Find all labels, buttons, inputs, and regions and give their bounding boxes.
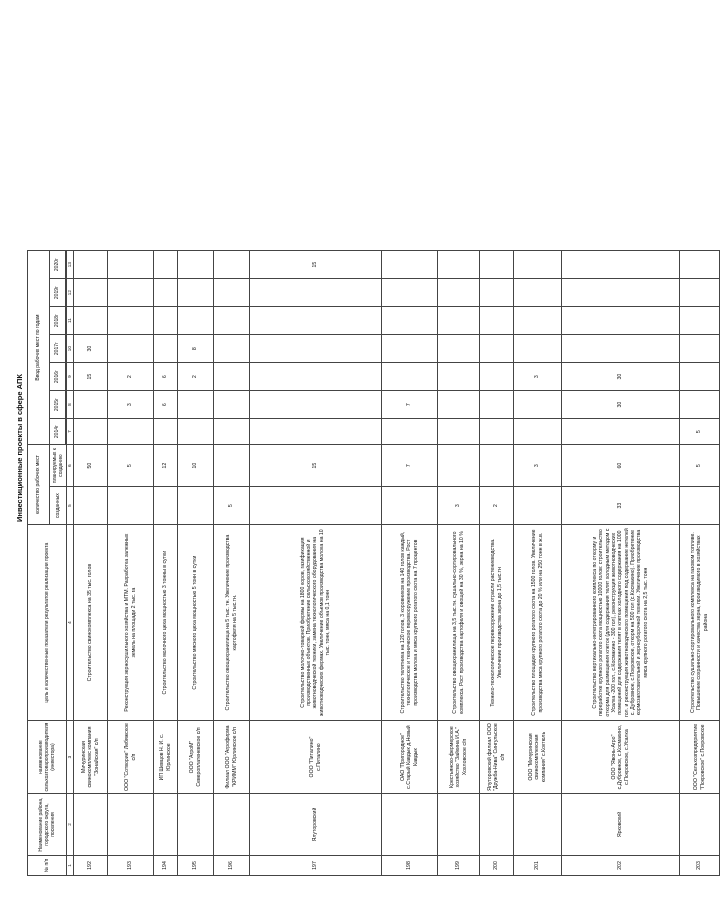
cell-year xyxy=(214,251,250,279)
cell-year xyxy=(250,419,382,445)
cell-year xyxy=(74,307,108,335)
header-num: № п/п xyxy=(28,856,67,876)
cell-year: 5 xyxy=(680,419,720,445)
cell-year xyxy=(108,307,154,335)
cell-num: 201 xyxy=(514,856,562,876)
cell-year xyxy=(382,363,438,391)
cell-year xyxy=(514,391,562,419)
cell-year xyxy=(214,335,250,363)
table-row xyxy=(178,251,214,876)
table-row xyxy=(214,251,250,876)
cell-year xyxy=(480,251,514,279)
header-year: 2017г xyxy=(50,335,66,363)
cell-org: ООО "Сотворие" Лебяжское с/п xyxy=(108,721,154,794)
cell-year xyxy=(74,251,108,279)
cell-planned xyxy=(438,445,480,487)
cell-num: 200 xyxy=(480,856,514,876)
cell-year xyxy=(74,391,108,419)
col-number: 9 xyxy=(67,363,74,391)
cell-year xyxy=(250,279,382,307)
cell-district xyxy=(178,794,214,856)
header-year: 2016г xyxy=(50,363,66,391)
cell-year: 8 xyxy=(178,335,214,363)
cell-year: 2 xyxy=(178,363,214,391)
cell-year xyxy=(108,419,154,445)
cell-year xyxy=(214,363,250,391)
table-row xyxy=(250,251,382,876)
cell-created xyxy=(178,487,214,525)
header-district: Наименование района, городского округа, поселения xyxy=(28,794,67,856)
cell-goal: Технико-технологическое перевооружение отрасли растениеводства. Увеличение производства зерна до 1,5 тыс.тн xyxy=(480,525,514,721)
cell-year xyxy=(108,279,154,307)
cell-planned: 5 xyxy=(680,445,720,487)
header-planned: планируемых к созданию xyxy=(50,445,67,487)
cell-year xyxy=(382,279,438,307)
cell-created: 3 xyxy=(438,487,480,525)
header-jobs-group: количество рабочих мест xyxy=(28,445,50,525)
table-row xyxy=(154,251,178,876)
cell-year xyxy=(154,419,178,445)
cell-year xyxy=(480,307,514,335)
table-row xyxy=(680,251,720,876)
cell-year xyxy=(250,335,382,363)
cell-year xyxy=(562,335,680,363)
cell-year xyxy=(154,307,178,335)
cell-org: ИП Шевцов Н. И. с. Юрлинское xyxy=(154,721,178,794)
cell-goal: Строительство сушильно-сортировального комплекса на газовом топливе. Повышение сохранности и качества зерна, производимого в хозяйствах района xyxy=(680,525,720,721)
cell-district xyxy=(480,794,514,856)
cell-year xyxy=(480,363,514,391)
header-year: 2018г xyxy=(50,307,66,335)
cell-planned: 5 xyxy=(108,445,154,487)
cell-district xyxy=(438,794,480,856)
cell-num: 193 xyxy=(108,856,154,876)
cell-year xyxy=(514,251,562,279)
cell-district: Ялуторовский xyxy=(250,794,382,856)
cell-num: 198 xyxy=(382,856,438,876)
cell-org: ООО "Сельхозпредприятие "Покровское" с.Покровское xyxy=(680,721,720,794)
cell-org: ООО "Питалино" с.Питалино xyxy=(250,721,382,794)
cell-year xyxy=(382,335,438,363)
header-org: наименование сельхозтоваропроизводителя (инвестора) xyxy=(28,721,67,794)
table-row xyxy=(438,251,480,876)
cell-created xyxy=(74,487,108,525)
col-number: 3 xyxy=(67,721,74,794)
cell-planned: 10 xyxy=(178,445,214,487)
cell-year xyxy=(514,307,562,335)
cell-year xyxy=(562,279,680,307)
cell-goal: Строительство овощехранилища на 3,5 тыс.тн. сушально-сортировального комплекса. Рост производства картофеля и овощей на 30 %, зерна на 10 % xyxy=(438,525,480,721)
col-number: 2 xyxy=(67,794,74,856)
cell-year xyxy=(480,335,514,363)
cell-district: Ярковский xyxy=(562,794,680,856)
cell-district xyxy=(154,794,178,856)
cell-year xyxy=(680,307,720,335)
cell-goal: Строительство вертикально-интегрированного комплекса по откорму и переработке крупного рогатого скота мощностью 10000 голов: строительство откорма для размещения клеток (для содержания телят холодным методом с Усалка -200 гол., с.Космакино - 300 гол), реконструкция животноводческих помещений для содержания телят в клетках холодного содержания на 1000 гол. и реконструкция животноводческого помещения под содержание нетелей с. Дубровное, с.Покровское, откорм на 500 гол (с.Космакино). Приобретение кормозаготовительной и зерноуборочной техники. Увеличение производства мяса крупного рогатого скота на 2,5 тыс. тонн xyxy=(562,525,680,721)
cell-goal: Строительство молочно-товарной фермы на 1800 коров, газификация производственных объектов. Приобретение сельскохозяйственной и животноводческой техники, замена технологического оборудования на животноводческих фермах. Увеличение объемов производства молока на 10 тыс. тонн, мяса на 0,1 тонн xyxy=(250,525,382,721)
cell-org: Филиал ООО "Агрофирма "КРИММ" Юрлинское с/п xyxy=(214,721,250,794)
cell-goal: Реконструкция зерносушильного хозяйства и МТМ. Разработка залежных земель на площади 2 тыс. га xyxy=(108,525,154,721)
cell-org: ОАО "Пригородное" с.Старый Кавдык д.Новый Кавдык xyxy=(382,721,438,794)
cell-year xyxy=(562,419,680,445)
cell-year xyxy=(178,419,214,445)
cell-planned: 15 xyxy=(250,445,382,487)
table-header xyxy=(28,251,74,876)
cell-year xyxy=(438,391,480,419)
cell-year xyxy=(514,279,562,307)
cell-year: 7 xyxy=(382,391,438,419)
column-number-row xyxy=(67,251,74,876)
table-body xyxy=(74,251,720,876)
cell-year: 15 xyxy=(250,251,382,279)
cell-year xyxy=(438,335,480,363)
cell-org: ООО "АгроМ" Североплатеневское с/п xyxy=(178,721,214,794)
col-number: 8 xyxy=(67,391,74,419)
header-year: 2014г xyxy=(50,419,66,445)
cell-year xyxy=(680,363,720,391)
cell-year: 30 xyxy=(562,391,680,419)
header-year: 2020г xyxy=(50,251,66,279)
rotated-document-page xyxy=(14,20,709,876)
cell-goal: Строительство площадки крупного рогатого скота на 1500 голов. Увеличение производства мяса крупного рогатого скота до 20 % или на 250 тонн в ж.в. xyxy=(514,525,562,721)
cell-org: ООО "Мичуринская свинокомплексная компания" с.Коктюль xyxy=(514,721,562,794)
col-number: 5 xyxy=(67,487,74,525)
cell-year xyxy=(680,391,720,419)
cell-year xyxy=(382,307,438,335)
table-row xyxy=(108,251,154,876)
col-number: 13 xyxy=(67,251,74,279)
cell-year xyxy=(382,251,438,279)
cell-num: 194 xyxy=(154,856,178,876)
cell-year xyxy=(680,279,720,307)
col-number: 1 xyxy=(67,856,74,876)
cell-num: 199 xyxy=(438,856,480,876)
cell-created: 2 xyxy=(480,487,514,525)
cell-district xyxy=(514,794,562,856)
cell-goal: Строительство молочного цеха мощностью 3 тонны в сутки xyxy=(154,525,178,721)
cell-year: 15 xyxy=(74,363,108,391)
cell-year xyxy=(382,419,438,445)
cell-year xyxy=(154,335,178,363)
cell-year xyxy=(480,279,514,307)
cell-year xyxy=(250,307,382,335)
cell-year xyxy=(480,391,514,419)
page-title: Инвестиционные проекты в сфере АПК xyxy=(15,374,24,522)
cell-year xyxy=(250,363,382,391)
investment-projects-table xyxy=(27,250,720,876)
cell-year xyxy=(108,251,154,279)
cell-district xyxy=(74,794,108,856)
cell-planned xyxy=(214,445,250,487)
cell-org: ООО "Явонь-Агро" с.Дубровное, с.Космакино, с.Покровское, с.Усалка xyxy=(562,721,680,794)
table-row xyxy=(562,251,680,876)
header-year: 2019г xyxy=(50,279,66,307)
cell-created xyxy=(382,487,438,525)
cell-year xyxy=(438,279,480,307)
cell-planned: 60 xyxy=(562,445,680,487)
cell-org: Крестьянско-фермерское хозяйство "Зайкина И.А." Хохловское с/п xyxy=(438,721,480,794)
header-year: 2015г xyxy=(50,391,66,419)
table-row xyxy=(480,251,514,876)
cell-year: 6 xyxy=(154,363,178,391)
cell-year xyxy=(154,251,178,279)
table-row xyxy=(514,251,562,876)
col-number: 7 xyxy=(67,419,74,445)
cell-org: Мичуринская свинокомплекс компания "Зонайская" с/п xyxy=(74,721,108,794)
cell-year xyxy=(438,363,480,391)
cell-planned: 7 xyxy=(382,445,438,487)
cell-created: 33 xyxy=(562,487,680,525)
cell-num: 195 xyxy=(178,856,214,876)
cell-year xyxy=(214,307,250,335)
cell-year xyxy=(178,279,214,307)
cell-planned: 3 xyxy=(514,445,562,487)
cell-year: 3 xyxy=(108,391,154,419)
cell-year xyxy=(214,279,250,307)
cell-created xyxy=(250,487,382,525)
cell-num: 196 xyxy=(214,856,250,876)
cell-planned: 12 xyxy=(154,445,178,487)
col-number: 11 xyxy=(67,307,74,335)
cell-org: Ялуторовский филиал ООО "Дружба-Нива" Сингульское с/п xyxy=(480,721,514,794)
header-created: созданных xyxy=(50,487,67,525)
cell-year: 30 xyxy=(74,335,108,363)
cell-year xyxy=(154,279,178,307)
cell-year xyxy=(514,335,562,363)
cell-year xyxy=(680,335,720,363)
table-row xyxy=(382,251,438,876)
cell-year xyxy=(178,251,214,279)
cell-num: 202 xyxy=(562,856,680,876)
cell-year xyxy=(438,251,480,279)
col-number: 6 xyxy=(67,445,74,487)
cell-year: 30 xyxy=(562,363,680,391)
cell-year xyxy=(250,391,382,419)
cell-year xyxy=(680,251,720,279)
cell-goal: Строительство овощехранилища на 5 тыс. тн. Увеличение производства картофеля на 5 тыс.тн. xyxy=(214,525,250,721)
cell-year xyxy=(214,419,250,445)
cell-created xyxy=(680,487,720,525)
cell-goal: Строительство телятника на 120 голов, 3 коровников на 140 голов каждый, технологическое и техническое перевооружение производства. Рост производства молока и мяса крупного рогатого скота на 7 процентов xyxy=(382,525,438,721)
col-number: 10 xyxy=(67,335,74,363)
cell-year xyxy=(438,307,480,335)
cell-planned: 50 xyxy=(74,445,108,487)
cell-year xyxy=(514,419,562,445)
cell-created xyxy=(108,487,154,525)
header-goal: цель и количественные показатели результатов реализации проекта xyxy=(28,525,67,721)
cell-created: 5 xyxy=(214,487,250,525)
cell-year xyxy=(480,419,514,445)
cell-district xyxy=(108,794,154,856)
cell-goal: Строительство мясного цеха мощностью 5 тонн в сутки xyxy=(178,525,214,721)
cell-year xyxy=(214,391,250,419)
cell-num: 192 xyxy=(74,856,108,876)
cell-year xyxy=(438,419,480,445)
cell-num: 203 xyxy=(680,856,720,876)
cell-year xyxy=(74,419,108,445)
cell-year xyxy=(178,307,214,335)
cell-year xyxy=(562,251,680,279)
cell-year: 2 xyxy=(108,363,154,391)
cell-created xyxy=(154,487,178,525)
table-row xyxy=(74,251,108,876)
cell-created xyxy=(514,487,562,525)
col-number: 12 xyxy=(67,279,74,307)
cell-year: 3 xyxy=(514,363,562,391)
cell-goal: Строительство свинокомплекса на 35 тыс. голов xyxy=(74,525,108,721)
cell-district xyxy=(214,794,250,856)
cell-year xyxy=(74,279,108,307)
col-number: 4 xyxy=(67,525,74,721)
cell-year xyxy=(108,335,154,363)
cell-district xyxy=(382,794,438,856)
header-intro-group: Ввод рабочих мест по годам xyxy=(28,251,50,445)
cell-year xyxy=(562,307,680,335)
cell-year xyxy=(178,391,214,419)
cell-num: 197 xyxy=(250,856,382,876)
cell-planned xyxy=(480,445,514,487)
cell-year: 6 xyxy=(154,391,178,419)
cell-district xyxy=(680,794,720,856)
